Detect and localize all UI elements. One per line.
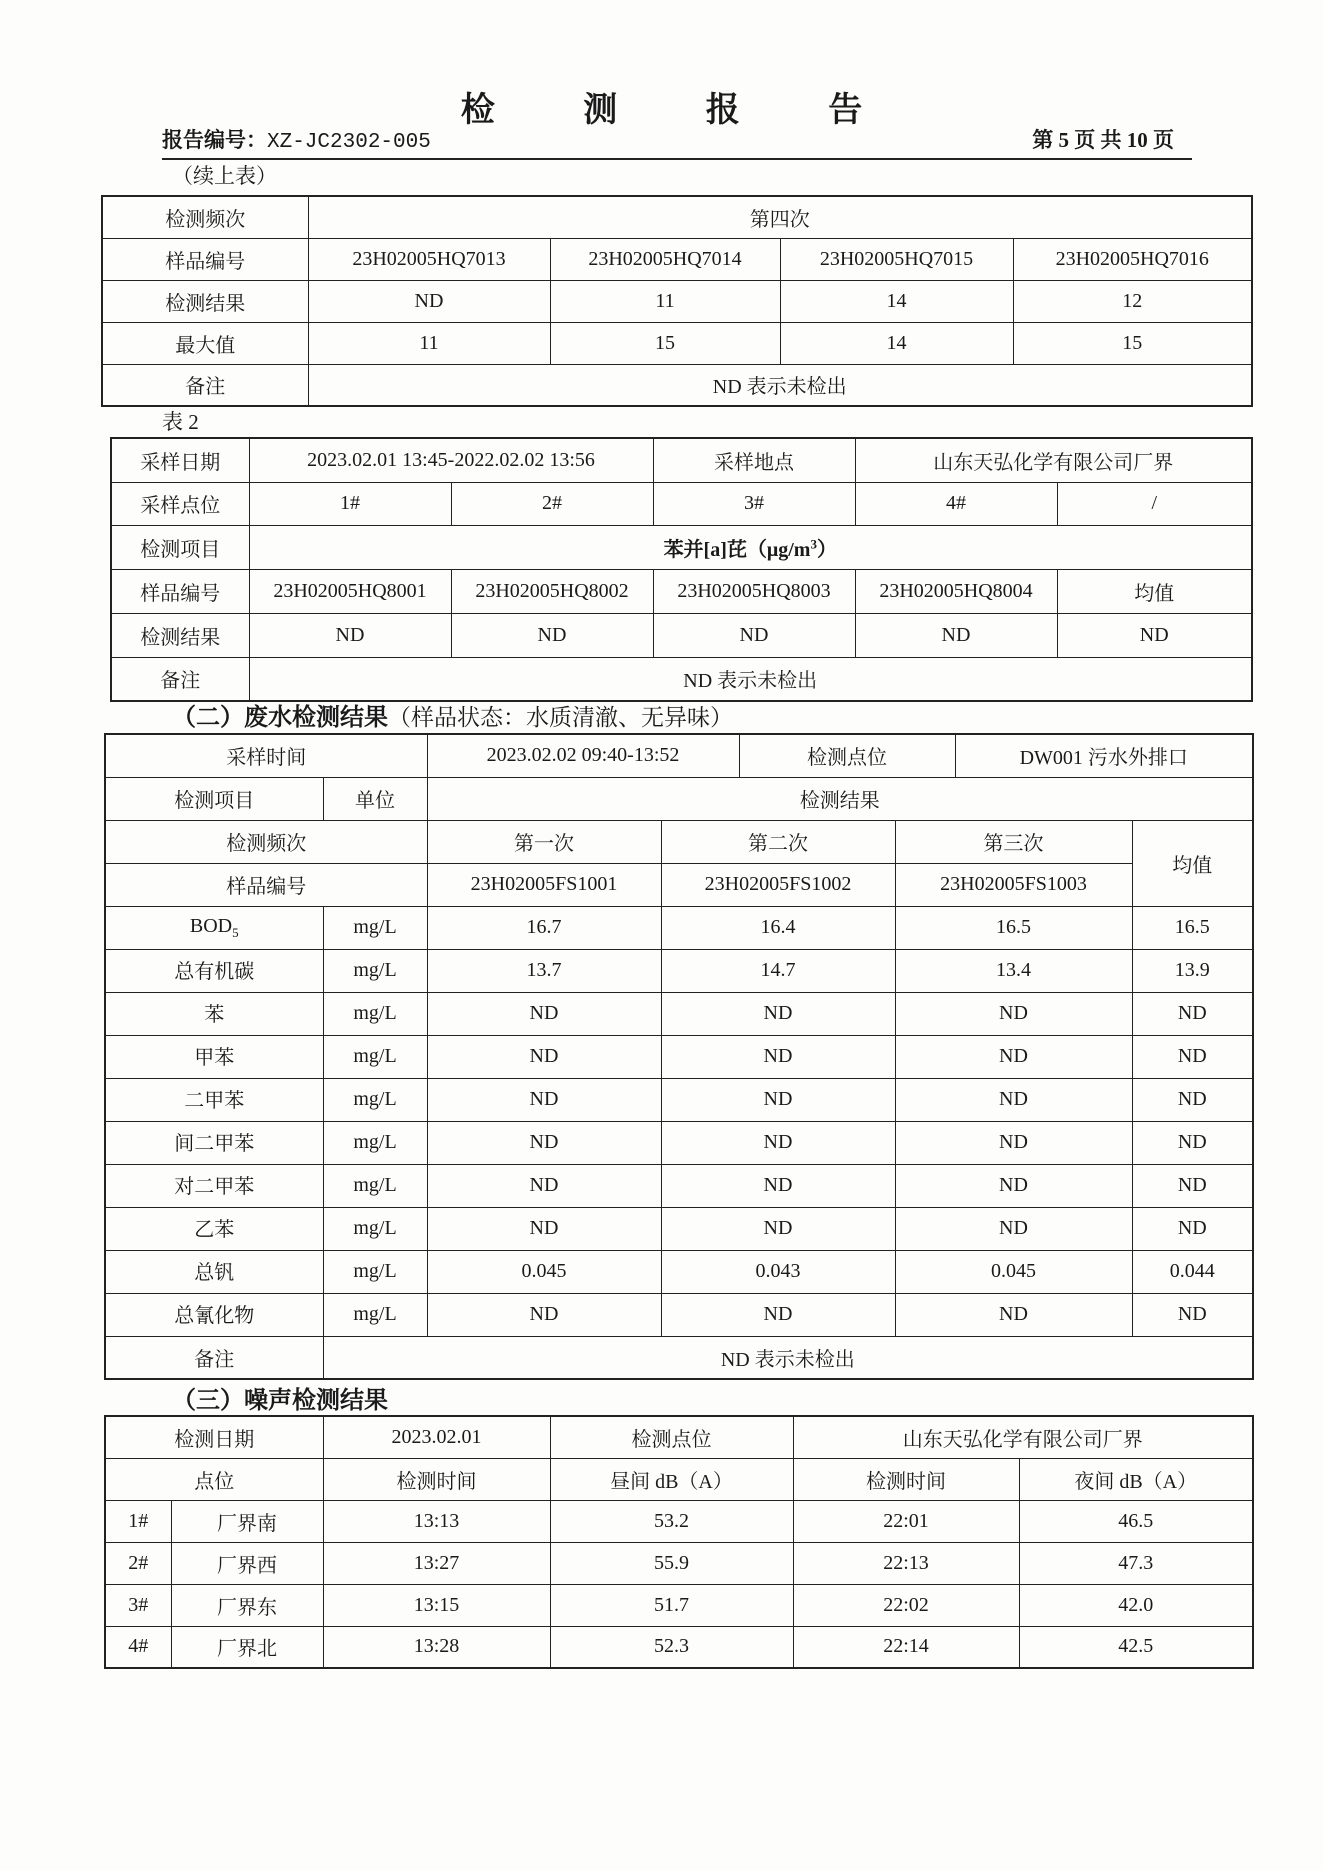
avg-cell: ND — [1132, 1293, 1253, 1336]
value-cell: ND — [427, 1078, 661, 1121]
day-time-cell: 13:15 — [323, 1584, 550, 1626]
max-cell: 15 — [1013, 322, 1252, 364]
table-row — [105, 1035, 1253, 1078]
value-cell: 0.045 — [895, 1250, 1132, 1293]
point-name-cell: 厂界北 — [171, 1626, 323, 1668]
remark-label: 备注 — [111, 657, 249, 701]
sample-cell: 23H02005FS1003 — [895, 863, 1132, 906]
point-name-cell: 厂界南 — [171, 1500, 323, 1542]
value-cell: ND — [427, 1293, 661, 1336]
report-number: 报告编号：XZ-JC2302-005 — [162, 128, 431, 154]
value-cell: ND — [661, 1207, 895, 1250]
table-row — [105, 1207, 1253, 1250]
result-cell: ND — [1057, 613, 1252, 657]
table-noise — [104, 1415, 1254, 1669]
page-info: 第 5 页 共 10 页 — [1032, 128, 1174, 152]
freq-label: 检测频次 — [105, 820, 427, 863]
report-header — [162, 124, 1192, 160]
day-value-cell: 52.3 — [550, 1626, 793, 1668]
point-cell: 3# — [653, 482, 855, 525]
remark-value: ND 表示未检出 — [249, 657, 1252, 701]
section-wastewater-title: （二）废水检测结果（样品状态：水质清澈、无异味） — [172, 705, 733, 731]
day-value-cell: 53.2 — [550, 1500, 793, 1542]
table-row — [105, 1250, 1253, 1293]
day-value-cell: 51.7 — [550, 1584, 793, 1626]
item-cell: 间二甲苯 — [105, 1121, 323, 1164]
unit-cell: mg/L — [323, 949, 427, 992]
section-noise-title: （三）噪声检测结果 — [172, 1388, 388, 1414]
item-cell: 二甲苯 — [105, 1078, 323, 1121]
unit-cell: mg/L — [323, 1035, 427, 1078]
avg-cell: ND — [1132, 992, 1253, 1035]
avg-cell: ND — [1132, 1164, 1253, 1207]
night-label: 夜间 dB（A） — [1019, 1458, 1253, 1500]
point-no-cell: 1# — [105, 1500, 171, 1542]
site-value: 山东天弘化学有限公司厂界 — [855, 438, 1252, 482]
night-time-cell: 22:01 — [793, 1500, 1019, 1542]
sample-cell: 23H02005HQ8003 — [653, 569, 855, 613]
sample-label: 样品编号 — [105, 863, 427, 906]
result-label: 检测结果 — [102, 280, 308, 322]
day-time-cell: 13:28 — [323, 1626, 550, 1668]
continued-caption: （续上表） — [172, 164, 277, 188]
value-cell: ND — [661, 1035, 895, 1078]
value-cell: ND — [427, 1207, 661, 1250]
value-cell: ND — [895, 1121, 1132, 1164]
remark-label: 备注 — [102, 364, 308, 406]
max-cell: 15 — [550, 322, 780, 364]
day-time-cell: 13:27 — [323, 1542, 550, 1584]
value-cell: 0.043 — [661, 1250, 895, 1293]
site-label: 采样地点 — [653, 438, 855, 482]
value-cell: ND — [661, 1078, 895, 1121]
unit-cell: mg/L — [323, 992, 427, 1035]
unit-cell: mg/L — [323, 1164, 427, 1207]
page-title: 检 测 报 告 — [460, 92, 903, 129]
value-cell: ND — [427, 1035, 661, 1078]
table-wastewater — [104, 733, 1254, 1380]
freq-value: 第四次 — [308, 196, 1252, 238]
avg-cell: ND — [1132, 1121, 1253, 1164]
sample-cell: 23H02005HQ7013 — [308, 238, 550, 280]
point-label: 检测点位 — [739, 734, 955, 777]
max-label: 最大值 — [102, 322, 308, 364]
item-cell: 乙苯 — [105, 1207, 323, 1250]
night-value-cell: 42.5 — [1019, 1626, 1253, 1668]
table2-caption: 表 2 — [162, 410, 199, 434]
point-no-cell: 4# — [105, 1626, 171, 1668]
avg-cell: 13.9 — [1132, 949, 1253, 992]
avg-cell: 16.5 — [1132, 906, 1253, 949]
table-row — [105, 1121, 1253, 1164]
max-cell: 11 — [308, 322, 550, 364]
result-cell: 14 — [780, 280, 1013, 322]
table-row — [105, 1542, 1253, 1584]
date-label: 采样日期 — [111, 438, 249, 482]
freq-cell: 第二次 — [661, 820, 895, 863]
pos-label: 点位 — [105, 1458, 323, 1500]
value-cell: 16.5 — [895, 906, 1132, 949]
unit-label: 单位 — [323, 777, 427, 820]
avg-cell: ND — [1132, 1035, 1253, 1078]
item-cell: 对二甲苯 — [105, 1164, 323, 1207]
time-label: 采样时间 — [105, 734, 427, 777]
sample-label: 样品编号 — [102, 238, 308, 280]
night-value-cell: 42.0 — [1019, 1584, 1253, 1626]
value-cell: ND — [895, 1035, 1132, 1078]
point-cell: / — [1057, 482, 1252, 525]
night-value-cell: 47.3 — [1019, 1542, 1253, 1584]
item-cell: 总钒 — [105, 1250, 323, 1293]
item-cell: 总有机碳 — [105, 949, 323, 992]
point-label: 采样点位 — [111, 482, 249, 525]
time-value: 2023.02.02 09:40-13:52 — [427, 734, 739, 777]
point-cell: 4# — [855, 482, 1057, 525]
value-cell: 13.7 — [427, 949, 661, 992]
result-cell: ND — [451, 613, 653, 657]
freq-cell: 第一次 — [427, 820, 661, 863]
sample-cell: 23H02005HQ7014 — [550, 238, 780, 280]
sample-cell: 23H02005HQ8002 — [451, 569, 653, 613]
night-value-cell: 46.5 — [1019, 1500, 1253, 1542]
point-no-cell: 2# — [105, 1542, 171, 1584]
result-cell: ND — [308, 280, 550, 322]
point-value: 山东天弘化学有限公司厂界 — [793, 1416, 1253, 1458]
day-label: 昼间 dB（A） — [550, 1458, 793, 1500]
value-cell: ND — [661, 1121, 895, 1164]
table-row — [105, 1584, 1253, 1626]
table-row — [105, 1293, 1253, 1336]
item-cell: 苯 — [105, 992, 323, 1035]
value-cell: ND — [661, 992, 895, 1035]
value-cell: ND — [895, 1207, 1132, 1250]
night-time-cell: 22:02 — [793, 1584, 1019, 1626]
remark-label: 备注 — [105, 1336, 323, 1379]
result-cell: ND — [653, 613, 855, 657]
freq-cell: 第三次 — [895, 820, 1132, 863]
value-cell: ND — [427, 1164, 661, 1207]
table-row — [105, 906, 1253, 949]
item-cell: 总氰化物 — [105, 1293, 323, 1336]
value-cell: ND — [895, 1078, 1132, 1121]
point-no-cell: 3# — [105, 1584, 171, 1626]
value-cell: ND — [895, 992, 1132, 1035]
value-cell: ND — [895, 1293, 1132, 1336]
point-name-cell: 厂界西 — [171, 1542, 323, 1584]
item-label: 检测项目 — [111, 525, 249, 569]
value-cell: 16.7 — [427, 906, 661, 949]
remark-value: ND 表示未检出 — [308, 364, 1252, 406]
day-time-cell: 13:13 — [323, 1500, 550, 1542]
value-cell: 14.7 — [661, 949, 895, 992]
date-value: 2023.02.01 — [323, 1416, 550, 1458]
table-row — [105, 1626, 1253, 1668]
date-value: 2023.02.01 13:45-2022.02.02 13:56 — [249, 438, 653, 482]
result-cell: ND — [249, 613, 451, 657]
value-cell: 0.045 — [427, 1250, 661, 1293]
value-cell: ND — [895, 1164, 1132, 1207]
unit-cell: mg/L — [323, 1078, 427, 1121]
point-label: 检测点位 — [550, 1416, 793, 1458]
unit-cell: mg/L — [323, 1293, 427, 1336]
avg-cell: ND — [1132, 1078, 1253, 1121]
result-cell: ND — [855, 613, 1057, 657]
unit-cell: mg/L — [323, 1207, 427, 1250]
table-row — [105, 1500, 1253, 1542]
sample-cell: 23H02005FS1002 — [661, 863, 895, 906]
unit-cell: mg/L — [323, 1250, 427, 1293]
value-cell: 16.4 — [661, 906, 895, 949]
value-cell: ND — [661, 1293, 895, 1336]
value-cell: ND — [661, 1164, 895, 1207]
day-time-label: 检测时间 — [323, 1458, 550, 1500]
table-row — [105, 992, 1253, 1035]
max-cell: 14 — [780, 322, 1013, 364]
sample-cell: 23H02005FS1001 — [427, 863, 661, 906]
avg-label: 均值 — [1132, 820, 1253, 906]
table-row — [105, 1164, 1253, 1207]
item-cell: $BOD_5$ — [105, 906, 323, 949]
point-value: DW001 污水外排口 — [955, 734, 1253, 777]
table-row — [105, 1078, 1253, 1121]
table-continued — [101, 195, 1253, 407]
value-cell: ND — [427, 992, 661, 1035]
freq-label: 检测频次 — [102, 196, 308, 238]
result-label: 检测结果 — [427, 777, 1253, 820]
avg-cell: 0.044 — [1132, 1250, 1253, 1293]
sample-cell: 23H02005HQ7015 — [780, 238, 1013, 280]
sample-cell: 23H02005HQ7016 — [1013, 238, 1252, 280]
point-name-cell: 厂界东 — [171, 1584, 323, 1626]
night-time-cell: 22:13 — [793, 1542, 1019, 1584]
item-value: 苯并[a]芘$(\mu g/m^3)$ — [249, 525, 1252, 569]
sample-label: 样品编号 — [111, 569, 249, 613]
unit-cell: mg/L — [323, 906, 427, 949]
avg-cell: ND — [1132, 1207, 1253, 1250]
day-value-cell: 55.9 — [550, 1542, 793, 1584]
result-cell: 12 — [1013, 280, 1252, 322]
point-cell: 2# — [451, 482, 653, 525]
night-time-cell: 22:14 — [793, 1626, 1019, 1668]
remark-value: ND 表示未检出 — [323, 1336, 1253, 1379]
point-cell: 1# — [249, 482, 451, 525]
sample-cell: 23H02005HQ8004 — [855, 569, 1057, 613]
table-row — [105, 949, 1253, 992]
night-time-label: 检测时间 — [793, 1458, 1019, 1500]
value-cell: ND — [427, 1121, 661, 1164]
value-cell: 13.4 — [895, 949, 1132, 992]
sample-cell: 均值 — [1057, 569, 1252, 613]
item-label: 检测项目 — [105, 777, 323, 820]
table-2 — [110, 437, 1253, 702]
item-cell: 甲苯 — [105, 1035, 323, 1078]
date-label: 检测日期 — [105, 1416, 323, 1458]
unit-cell: mg/L — [323, 1121, 427, 1164]
result-cell: 11 — [550, 280, 780, 322]
sample-cell: 23H02005HQ8001 — [249, 569, 451, 613]
result-label: 检测结果 — [111, 613, 249, 657]
